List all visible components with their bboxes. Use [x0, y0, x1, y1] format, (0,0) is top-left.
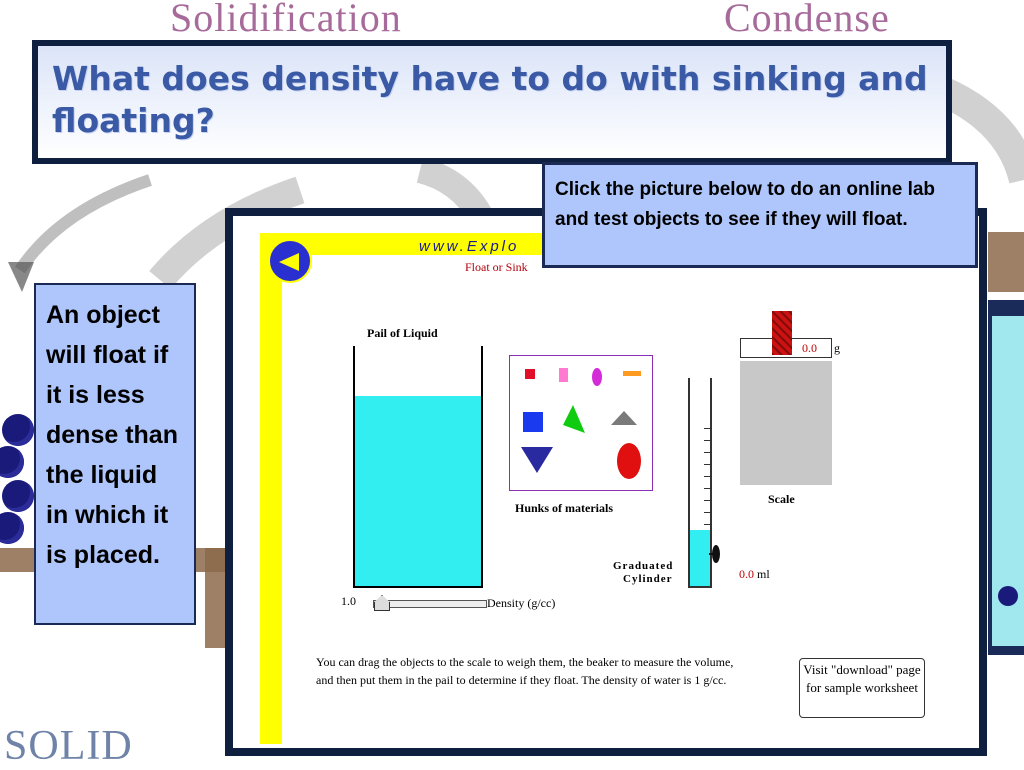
online-lab-callout: Click the picture below to do an online lab and test objects to see if they will float.	[542, 162, 978, 268]
cylinder-label-line-1: Graduated	[613, 560, 674, 572]
material-navy-triangle	[521, 447, 553, 473]
material-blue-square	[523, 412, 543, 432]
material-orange-bar	[623, 371, 641, 376]
material-red-square	[525, 369, 535, 379]
background-word-solid: SOLID	[4, 723, 133, 769]
simulation-frame[interactable]	[225, 208, 987, 756]
volume-value: 0.0	[739, 567, 754, 581]
pail-liquid	[355, 396, 481, 586]
density-label: Density (g/cc)	[487, 596, 556, 610]
hunks-label: Hunks of materials	[515, 501, 614, 515]
scale-weight-object[interactable]	[772, 311, 792, 355]
pail-label: Pail of Liquid	[367, 326, 438, 340]
arrowhead-left	[8, 262, 34, 292]
sim-instructions: You can drag the objects to the scale to weigh them, the beaker to measure the volume, and then put them in the pail to determine if they float. The density of water is 1 g/cc.	[316, 655, 734, 687]
download-worksheet-note[interactable]: Visit "download" page for sample worksheet	[799, 658, 925, 718]
background-molecule-right	[998, 586, 1018, 606]
density-value: 1.0	[341, 594, 356, 608]
material-red-oval	[617, 443, 641, 479]
density-slider-track[interactable]	[373, 600, 487, 608]
material-green-triangle	[563, 405, 585, 433]
material-gray-triangle	[611, 411, 637, 425]
background-molecule	[2, 480, 34, 512]
page-title: What does density have to do with sinking and floating?	[52, 59, 928, 140]
background-word-condense: Condense	[724, 0, 890, 40]
sim-subtitle: Float or Sink	[465, 260, 528, 274]
background-word-solidification: Solidification	[170, 0, 402, 40]
volume-readout	[739, 567, 770, 582]
material-pieces	[509, 355, 653, 491]
material-pink-rect	[559, 368, 568, 382]
back-arrow-button[interactable]	[268, 239, 312, 283]
arrow-arc-left	[20, 180, 150, 270]
cylinder-pointer	[709, 542, 723, 566]
scale-reading: 0.0	[802, 341, 817, 355]
density-slider-thumb[interactable]	[374, 595, 390, 611]
background-molecule	[2, 414, 34, 446]
background-bar-brown-right	[988, 232, 1024, 292]
scale-unit: g	[834, 341, 840, 355]
floating-rule-note: An object will float if it is less dense than the liquid in which it is placed.	[34, 283, 196, 625]
material-magenta-oval	[592, 368, 602, 386]
cylinder-label-line-2: Cylinder	[623, 573, 673, 585]
sim-site-name: www.Explo	[419, 238, 520, 255]
scale-label: Scale	[768, 492, 795, 506]
pail-of-liquid[interactable]	[353, 346, 483, 588]
density-simulation[interactable]	[233, 216, 979, 748]
scale-body[interactable]	[740, 361, 832, 485]
title-banner	[32, 40, 952, 164]
volume-unit: ml	[757, 567, 770, 581]
cylinder-liquid	[690, 530, 710, 586]
sim-yellow-border-left	[260, 233, 282, 744]
